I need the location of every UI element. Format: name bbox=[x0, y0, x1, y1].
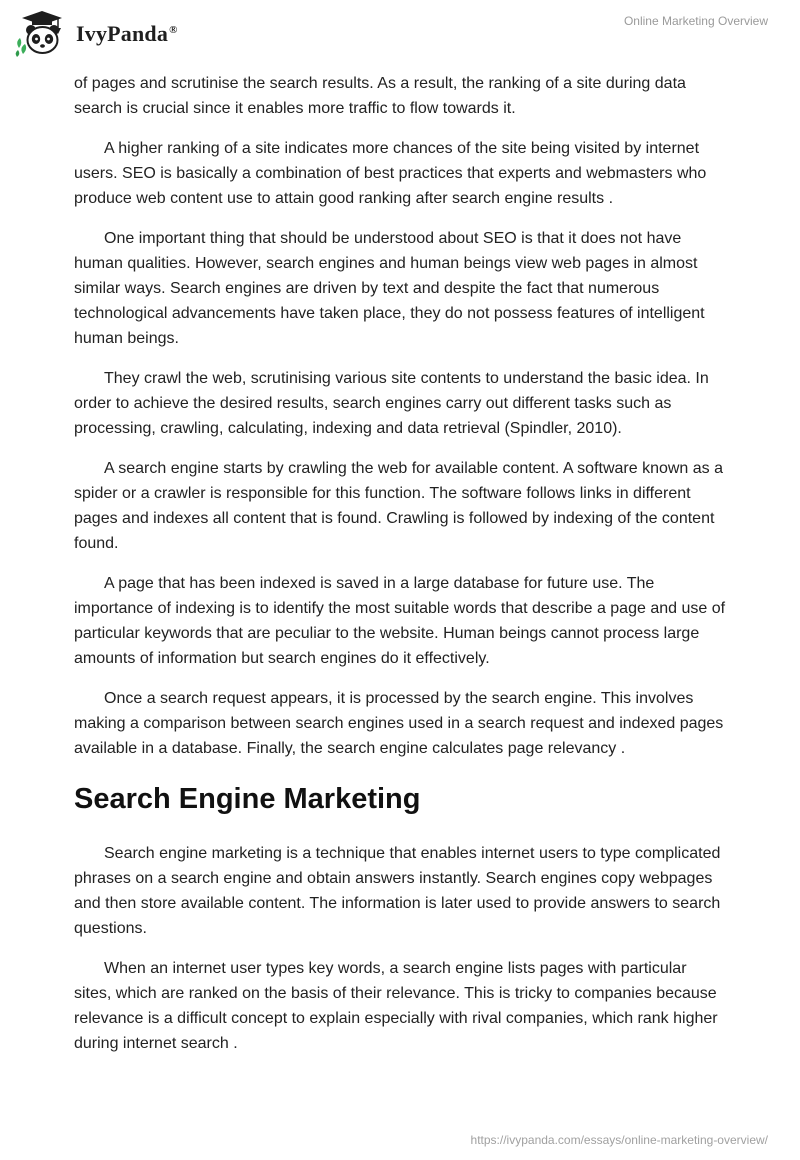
document-title: Online Marketing Overview bbox=[623, 14, 768, 28]
page-header bbox=[0, 0, 800, 70]
panda-graduate-icon bbox=[14, 8, 70, 58]
brand-name: IvyPanda® bbox=[76, 21, 178, 46]
ivypanda-logo[interactable] bbox=[14, 8, 178, 58]
paragraph: A page that has been indexed is saved in a large database for future use. The importance of indexing is to identify the most suitable words that describe a page and use of particular keywords that are peculiar to the website. Human beings cannot process large amounts of information but search engines do it effectively. bbox=[74, 575, 726, 667]
essay-body bbox=[74, 71, 726, 1071]
paragraph: Once a search request appears, it is processed by the search engine. This involves making a comparison between search engines used in a search request and indexed pages available in a database. Finally, the search engine calculates page relevancy . bbox=[74, 690, 724, 757]
registered-mark: ® bbox=[169, 23, 178, 36]
paragraph: of pages and scrutinise the search results. As a result, the ranking of a site during data search is crucial since it enables more traffic to flow towards it. bbox=[74, 75, 686, 117]
paragraph: A search engine starts by crawling the web for available content. A software known as a spider or a crawler is responsible for this function. The software follows links in different pages and indexes all content that is found. Crawling is followed by indexing of the content found. bbox=[74, 460, 724, 552]
source-url-link[interactable]: https://ivypanda.com/essays/online-marketing-overview/ bbox=[470, 1133, 768, 1147]
paragraph: They crawl the web, scrutinising various site contents to understand the basic idea. In order to achieve the desired results, search engines carry out different tasks such as processing, crawling, calculating, indexing and data retrieval (Spindler, 2010). bbox=[74, 370, 709, 437]
paragraph: Search engine marketing is a technique that enables internet users to type complicated phrases on a search engine and obtain answers instantly. Search engines copy webpages and then store available content. The information is later used to provide answers to search questions. bbox=[74, 845, 721, 937]
paragraph: One important thing that should be understood about SEO is that it does not have human qualities. However, search engines and human beings view web pages in almost similar ways. Search engines are driven by text and despite the fact that numerous technological advancements have taken place, they do not possess features of intelligent human beings. bbox=[74, 230, 705, 347]
paragraph: A higher ranking of a site indicates more chances of the site being visited by internet users. SEO is basically a combination of best practices that experts and webmasters who produce web content use to attain good ranking after search engine results . bbox=[74, 140, 707, 207]
paragraph: When an internet user types key words, a search engine lists pages with particular sites, which are ranked on the basis of their relevance. This is tricky to companies because relevance is a difficult concept to explain especially with rival companies, which rank higher during internet search . bbox=[74, 960, 718, 1052]
section-heading: Search Engine Marketing bbox=[74, 783, 421, 815]
